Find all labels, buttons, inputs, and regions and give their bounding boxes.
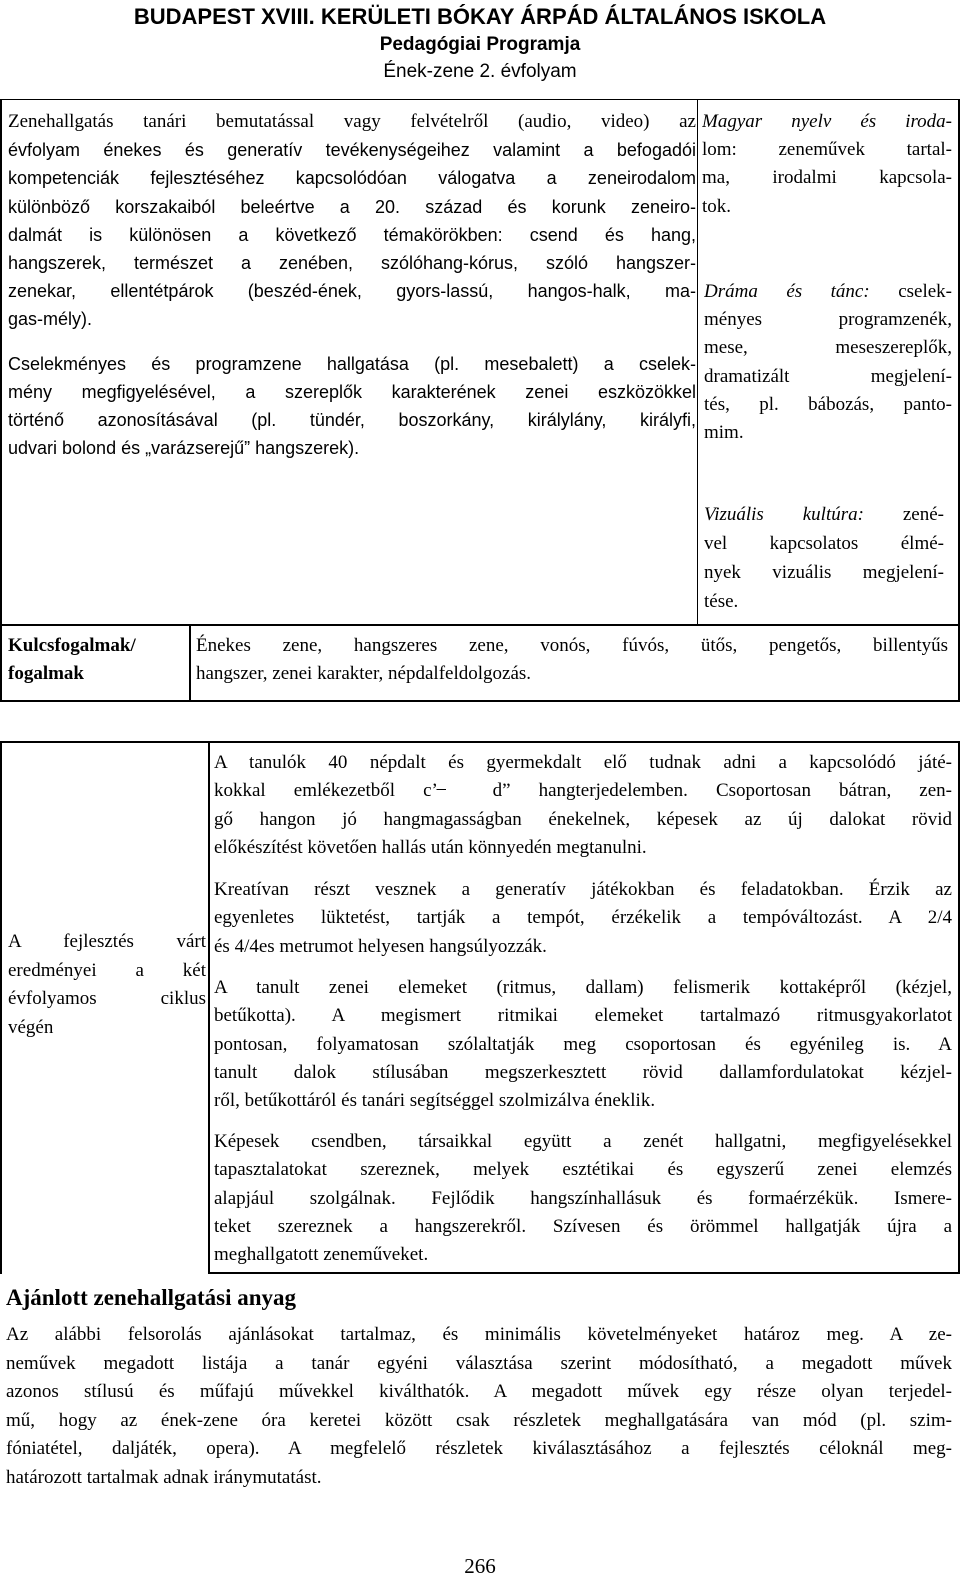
eredmenyek-line: és 4/4es metrumot helyesen hangsúlyozzák. [214, 935, 547, 957]
vizualis-line: tése. [704, 591, 739, 612]
eredmenyek-label-line: eredményei a két [8, 959, 206, 981]
kulcsfogalmak-text [196, 632, 948, 688]
eredmenyek-line: gő hangon jó hangmagasságban énekelnek, képesek az új dalokat rövid [214, 808, 952, 830]
kulcsfogalmak-line: hangszer, zenei karakter, népdalfeldolgozás. [196, 663, 532, 684]
eredmenyek-para-2 [214, 876, 952, 961]
eredmenyek-line: előkészítést követően hallás után könnyedén megtanulni. [214, 836, 647, 858]
kulcsfogalmak-label-line: Kulcsfogalmak/ [8, 635, 136, 656]
magyar-line: tok. [702, 195, 732, 217]
ajanlott-heading: Ajánlott zenehallgatási anyag [6, 1285, 297, 1310]
content-line: dalmát is különösen a következő témakörökben: csend és hang, [8, 224, 696, 245]
vizualis-line: nyek vizuális megjelení- [704, 562, 944, 583]
eredmenyek-line: teket szereznek a hangszerekről. Szívesen és örömmel hallgatják újra a [214, 1215, 952, 1237]
content-left-column [8, 108, 696, 462]
subject-title: Ének-zene 2. évfolyam [383, 61, 577, 82]
kulcsfogalmak-line: Énekes zene, hangszeres zene, vonós, fúvós, ütős, pengetős, billentyűs [196, 635, 948, 656]
drama-line: tés, pl. bábozás, panto- [704, 393, 952, 415]
eredmenyek-line: alapjául szolgálnak. Fejlődik hangszínhallásuk és formaérzékük. Ismere- [214, 1187, 952, 1209]
drama-connection [704, 278, 952, 447]
eredmenyek-line: Képesek csendben, társaikkal együtt a zenét hallgatni, megfigyelésekkel [214, 1131, 952, 1152]
content-line: gas-mély). [8, 309, 93, 330]
eredmenyek-label-line: A fejlesztés várt [8, 931, 206, 952]
content-line: Cselekményes és programzene hallgatása (pl. mesebalett) a cselek- [8, 353, 696, 374]
eredmenyek-label-line: végén [8, 1016, 54, 1038]
eredmenyek-divider [208, 741, 210, 1274]
drama-line: ményes programzenék, [704, 309, 952, 331]
ajanlott-text [6, 1321, 952, 1493]
ajanlott-line: neművek megadott listája a tanár egyéni választása szerint módosítható, a megadott művek [6, 1352, 952, 1374]
eredmenyek-para-3 [214, 974, 952, 1115]
kulcsfogalmak-label-line: fogalmak [8, 663, 84, 684]
content-line: hangszerek, természet a zenében, szólóhang-kórus, szóló hangszer- [8, 253, 696, 274]
kulcsfogalmak-divider [189, 624, 191, 702]
content-line: történő azonosításával (pl. tündér, boszorkány, királylány, királyfi, [8, 410, 696, 431]
eredmenyek-para-1 [214, 749, 952, 862]
content-line: zenekar, ellentétpárok (beszéd-ének, gyors-lassú, hangos-halk, ma- [8, 281, 696, 302]
vizualis-label: Vizuális kultúra: [704, 504, 864, 525]
content-line: kompetenciák fejlesztéséhez kapcsolódóan válogatva a zeneirodalom [8, 168, 696, 189]
drama-first-rest: cselek- [898, 281, 952, 302]
ajanlott-line: mű, hogy az ének-zene óra keretei között csak részletek meghallgatására van mód (pl. szim- [6, 1409, 952, 1431]
eredmenyek-bottom-rule [208, 1272, 960, 1274]
eredmenyek-line: egyenletes lüktetést, tartják a tempót, érzékelik a tempóváltozást. A 2/4 [214, 907, 952, 929]
drama-line: mese, meseszereplők, [704, 337, 952, 359]
page-number: 266 [464, 1554, 496, 1578]
eredmenyek-line: tapasztalatokat szereznek, melyek esztétikai és egyszerű zenei elemzés [214, 1159, 952, 1181]
content-line: udvari bolond és „varázserejű” hangszerek). [8, 438, 360, 459]
magyar-connection [702, 108, 952, 221]
eredmenyek-line: kokkal emlékezetből c’ ̶ d” hangterjedelemben. Csoportosan bátran, zen- [214, 780, 952, 802]
kulcsfogalmak-label [8, 632, 188, 688]
drama-line: mim. [704, 422, 744, 444]
ajanlott-line: fóniatétel, daljáték, opera). A megfelelő részletek kiválasztásához a fejlesztés céloknál meg- [6, 1438, 952, 1460]
content-line: különböző korszakaiból beleértve a 20. század és korunk zeneiro- [8, 196, 696, 217]
vizualis-first-line [704, 500, 944, 529]
eredmenyek-line: betűkotta). A megismert ritmikai elemeket tartalmazó ritmusgyakorlatot [214, 1005, 952, 1027]
content-line: Zenehallgatás tanári bemutatással vagy felvételről (audio, video) az [8, 111, 696, 132]
magyar-line: ma, irodalmi kapcsola- [702, 167, 952, 189]
eredmenyek-label-line: évfolyamos ciklus [8, 988, 206, 1009]
content-line: évfolyam énekes és generatív tevékenységeihez valamint a befogadói [8, 140, 696, 161]
eredmenyek-line: tanult dalok stílusában megszerkesztett rövid dallamfordulatokat kézjel- [214, 1061, 952, 1083]
vizualis-first-rest: zené- [902, 504, 944, 525]
eredmenyek-line: A tanulók 40 népdalt és gyermekdalt elő tudnak adni a kapcsolódó játé- [214, 752, 952, 773]
program-title: Pedagógiai Programja [379, 34, 581, 55]
eredmenyek-line: A tanult zenei elemeket (ritmus, dallam) felismerik kottaképről (kézjel, [214, 977, 952, 998]
ajanlott-line: határozott tartalmak adnak iránymutatást. [6, 1466, 322, 1488]
magyar-label: Magyar nyelv és iroda- [702, 111, 952, 132]
drama-label: Dráma és tánc: [704, 281, 870, 302]
magyar-line: lom: zeneművek tartal- [702, 139, 952, 161]
eredmenyek-line: ről, betűkottáról és tanári segítséggel szolmizálva éneklik. [214, 1090, 656, 1112]
eredmenyek-label [8, 928, 206, 1042]
vizualis-line: vel kapcsolatos élmé- [704, 533, 944, 554]
eredmenyek-line: pontosan, folyamatosan szólaltatják meg csoportosan és egyénileg is. A [214, 1033, 952, 1055]
ajanlott-line: azonos stílusú és műfajú művekkel kiválthatók. A megadott művek egy része olyan terjedel- [6, 1381, 952, 1403]
content-table-divider [697, 100, 698, 624]
drama-line: dramatizált megjelení- [704, 365, 952, 387]
school-title: BUDAPEST XVIII. KERÜLETI BÓKAY ÁRPÁD ÁLTALÁNOS ISKOLA [133, 4, 827, 29]
vizualis-connection [704, 500, 944, 616]
eredmenyek-line: Kreatívan részt vesznek a generatív játékokban és feladatokban. Érzik az [214, 879, 952, 900]
drama-first-line [704, 278, 952, 306]
content-line: mény megfigyelésével, a szereplők karakterének zenei eszközökkel [8, 381, 696, 402]
ajanlott-line: Az alábbi felsorolás ajánlásokat tartalmaz, és minimális követelményeket határoz meg. A ze- [6, 1324, 952, 1345]
eredmenyek-line: meghallgatott zeneműveket. [214, 1244, 429, 1266]
eredmenyek-para-4 [214, 1128, 952, 1269]
